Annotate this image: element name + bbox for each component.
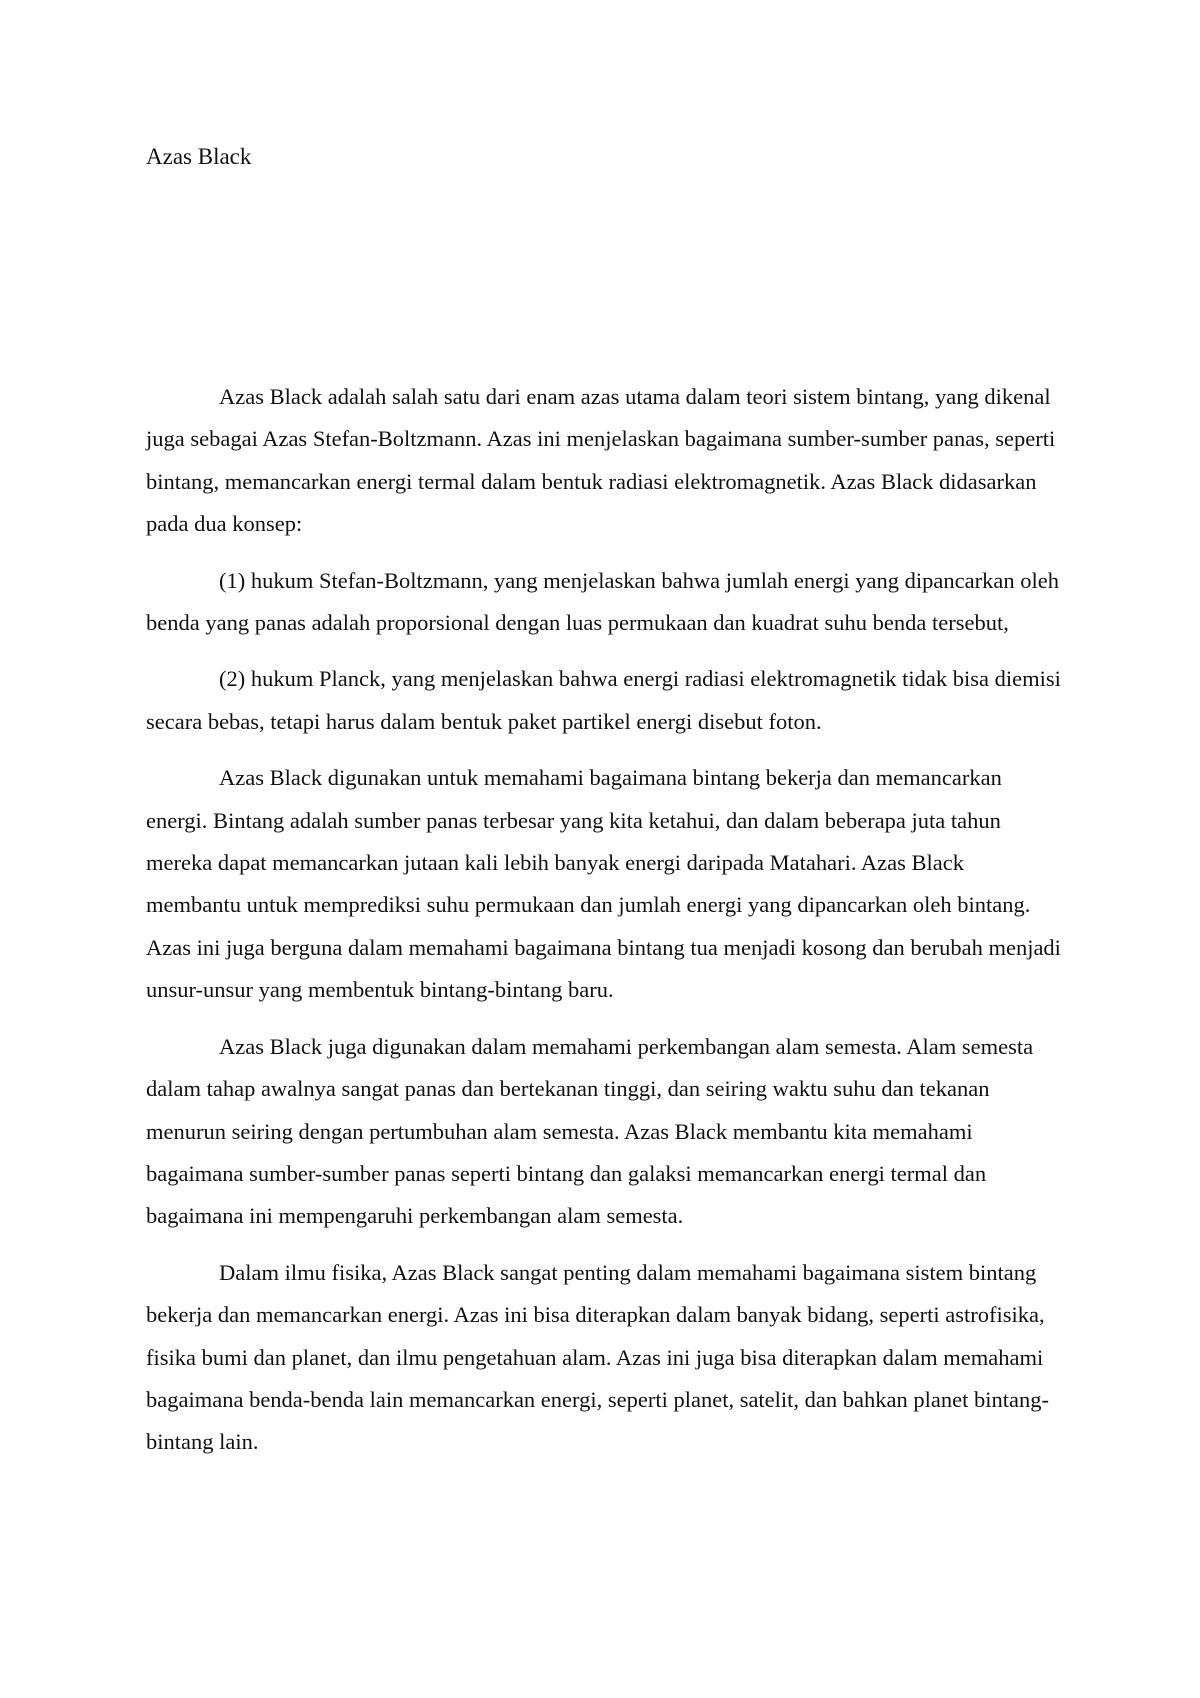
document-title: Azas Black — [146, 144, 252, 169]
paragraph-stars: Azas Black digunakan untuk memahami bagaimana bintang bekerja dan memancarkan energi. Bintang adalah sumber panas terbesar yang kita ketahui, dan dalam beberapa juta tahun mereka dapat memancarkan jutaan kali lebih banyak energi daripada Matahari. Azas Black membantu untuk memprediksi suhu permukaan dan jumlah energi yang dipancarkan oleh bintang. Azas ini juga berguna dalam memahami bagaimana bintang tua menjadi kosong dan berubah menjadi unsur-unsur yang membentuk bintang-bintang baru. — [146, 765, 1061, 1003]
document-body — [146, 376, 1064, 1478]
paragraph-universe: Azas Black juga digunakan dalam memahami perkembangan alam semesta. Alam semesta dalam tahap awalnya sangat panas dan bertekanan tinggi, dan seiring waktu suhu dan tekanan menurun seiring dengan pertumbuhan alam semesta. Azas Black membantu kita memahami bagaimana sumber-sumber panas seperti bintang dan galaksi memancarkan energi termal dan bagaimana ini mempengaruhi perkembangan alam semesta. — [146, 1033, 1034, 1229]
paragraph-concept-1: (1) hukum Stefan-Boltzmann, yang menjelaskan bahwa jumlah energi yang dipancarkan oleh benda yang panas adalah proporsional dengan luas permukaan dan kuadrat suhu benda tersebut, — [146, 567, 1059, 636]
paragraph-intro: Azas Black adalah salah satu dari enam azas utama dalam teori sistem bintang, yang dikenal juga sebagai Azas Stefan-Boltzmann. Azas ini menjelaskan bagaimana sumber-sumber panas, seperti bintang, memancarkan energi termal dalam bentuk radiasi elektromagnetik. Azas Black didasarkan pada dua konsep: — [146, 384, 1056, 537]
paragraph-physics: Dalam ilmu fisika, Azas Black sangat penting dalam memahami bagaimana sistem bintang bekerja dan memancarkan energi. Azas ini bisa diterapkan dalam banyak bidang, seperti astrofisika, fisika bumi dan planet, dan ilmu pengetahuan alam. Azas ini juga bisa diterapkan dalam memahami bagaimana benda-benda lain memancarkan energi, seperti planet, satelit, dan bahkan planet bintang-bintang lain. — [146, 1259, 1049, 1455]
paragraph-concept-2: (2) hukum Planck, yang menjelaskan bahwa energi radiasi elektromagnetik tidak bisa diemisi secara bebas, tetapi harus dalam bentuk paket partikel energi disebut foton. — [146, 666, 1061, 734]
